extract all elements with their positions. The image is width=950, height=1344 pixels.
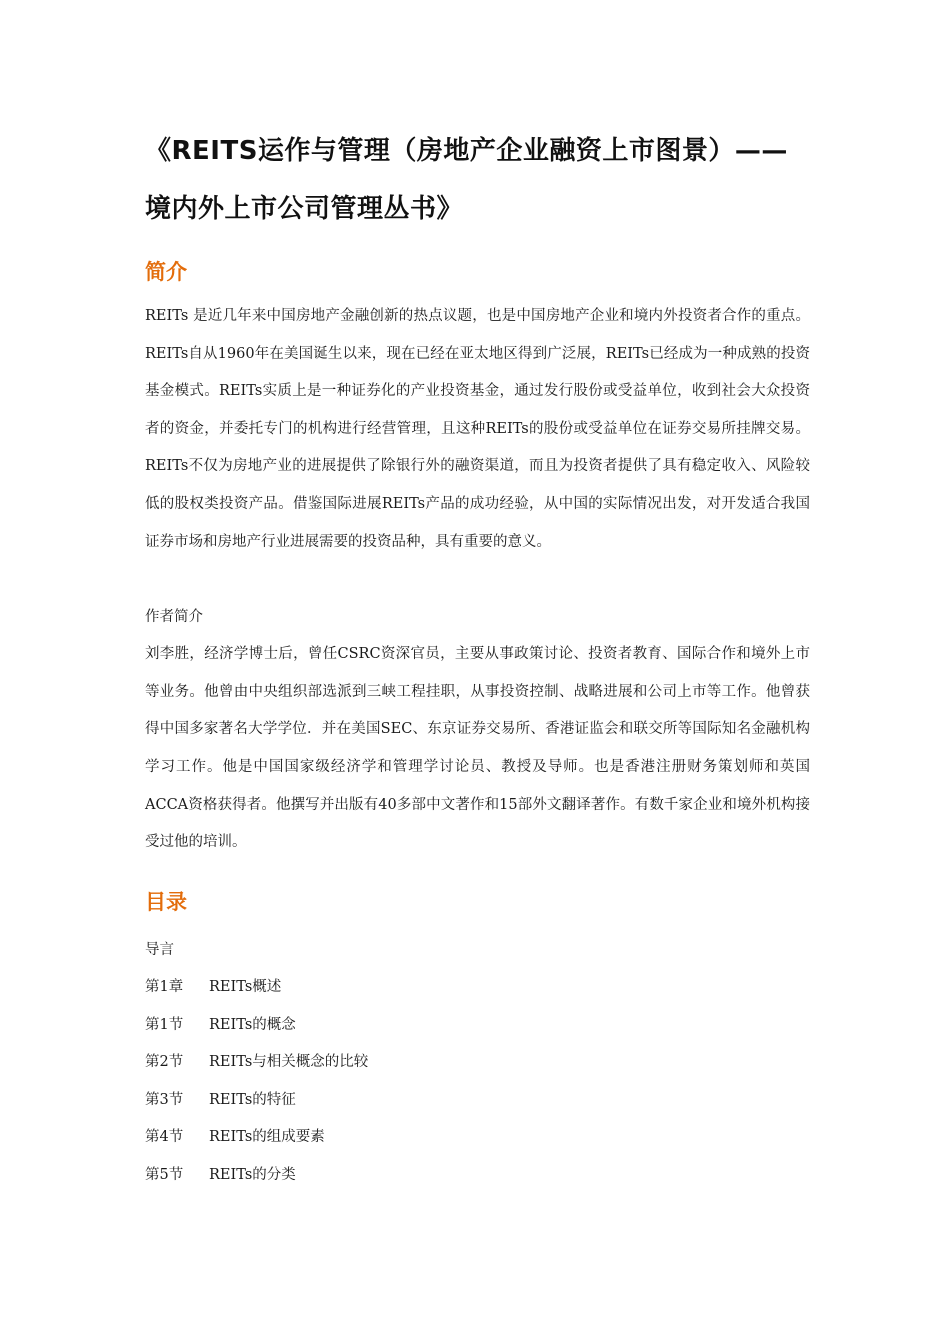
toc-item-label: 导言 [145,941,174,958]
document-title: 《REITS运作与管理（房地产企业融资上市图景）——境内外上市公司管理丛书》 [145,136,788,224]
toc-item-label: 第5节 [145,1166,184,1183]
toc-item-intro [145,932,810,970]
toc-item-label: 第2节 [145,1054,184,1071]
toc-heading: 目录 [145,889,187,914]
toc-item-label: 第4节 [145,1129,184,1146]
toc-item-section-5 [145,1157,810,1195]
toc-item-section-4 [145,1119,810,1157]
toc-item-title: REITs的概念 [209,1016,296,1033]
toc-item-title: REITs的特征 [209,1091,296,1108]
toc-item-label: 第1节 [145,1016,184,1033]
author-label: 作者简介 [145,609,203,626]
intro-heading: 简介 [145,260,187,284]
toc-item-chapter-1 [145,969,810,1007]
toc-item-title: REITs概述 [209,979,282,996]
intro-paragraph: REITs 是近几年来中国房地产金融创新的热点议题，也是中国房地产企业和境内外投资者合作的重点。REITs自从1960年在美国诞生以来，现在已经在亚太地区得到广泛展，REITs已经成为一种成熟的投资基金模式。REITs实质上是一种证券化的产业投资基金，通过发行股份或受益单位，收到社会大众投资者的资金，并委托专门的机构进行经营管理，且这种REITs的股份或受益单位在证券交易所挂牌交易。REITs不仅为房地产业的进展提供了除银行外的融资渠道，而且为投资者提供了具有稳定收入、风险较低的股权类投资产品。借鉴国际进展REITs产品的成功经验，从中国的实际情况出发，对开发适合我国证券市场和房地产行业进展需要的投资品种，具有重要的意义。 [145,308,810,550]
toc-item-section-2 [145,1044,810,1082]
author-paragraph: 刘李胜，经济学博士后，曾任CSRC资深官员，主要从事政策讨论、投资者教育、国际合作和境外上市等业务。他曾由中央组织部选派到三峡工程挂职，从事投资控制、战略进展和公司上市等工作。他曾获得中国多家著名大学学位．并在美国SEC、东京证券交易所、香港证监会和联交所等国际知名金融机构学习工作。他是中国国家级经济学和管理学讨论员、教授及导师。也是香港注册财务策划师和英国ACCA资格获得者。他撰写并出版有40多部中文著作和15部外文翻译著作。有数千家企业和境外机构接受过他的培训。 [145,646,810,851]
toc-item-label: 第1章 [145,979,184,996]
toc-list [145,932,810,1195]
toc-item-title: REITs的分类 [209,1166,296,1183]
toc-item-title: REITs的组成要素 [209,1129,325,1146]
toc-item-title: REITs与相关概念的比较 [209,1054,369,1071]
toc-item-section-3 [145,1082,810,1120]
document-page [145,122,810,1194]
toc-item-label: 第3节 [145,1091,184,1108]
toc-item-section-1 [145,1007,810,1045]
